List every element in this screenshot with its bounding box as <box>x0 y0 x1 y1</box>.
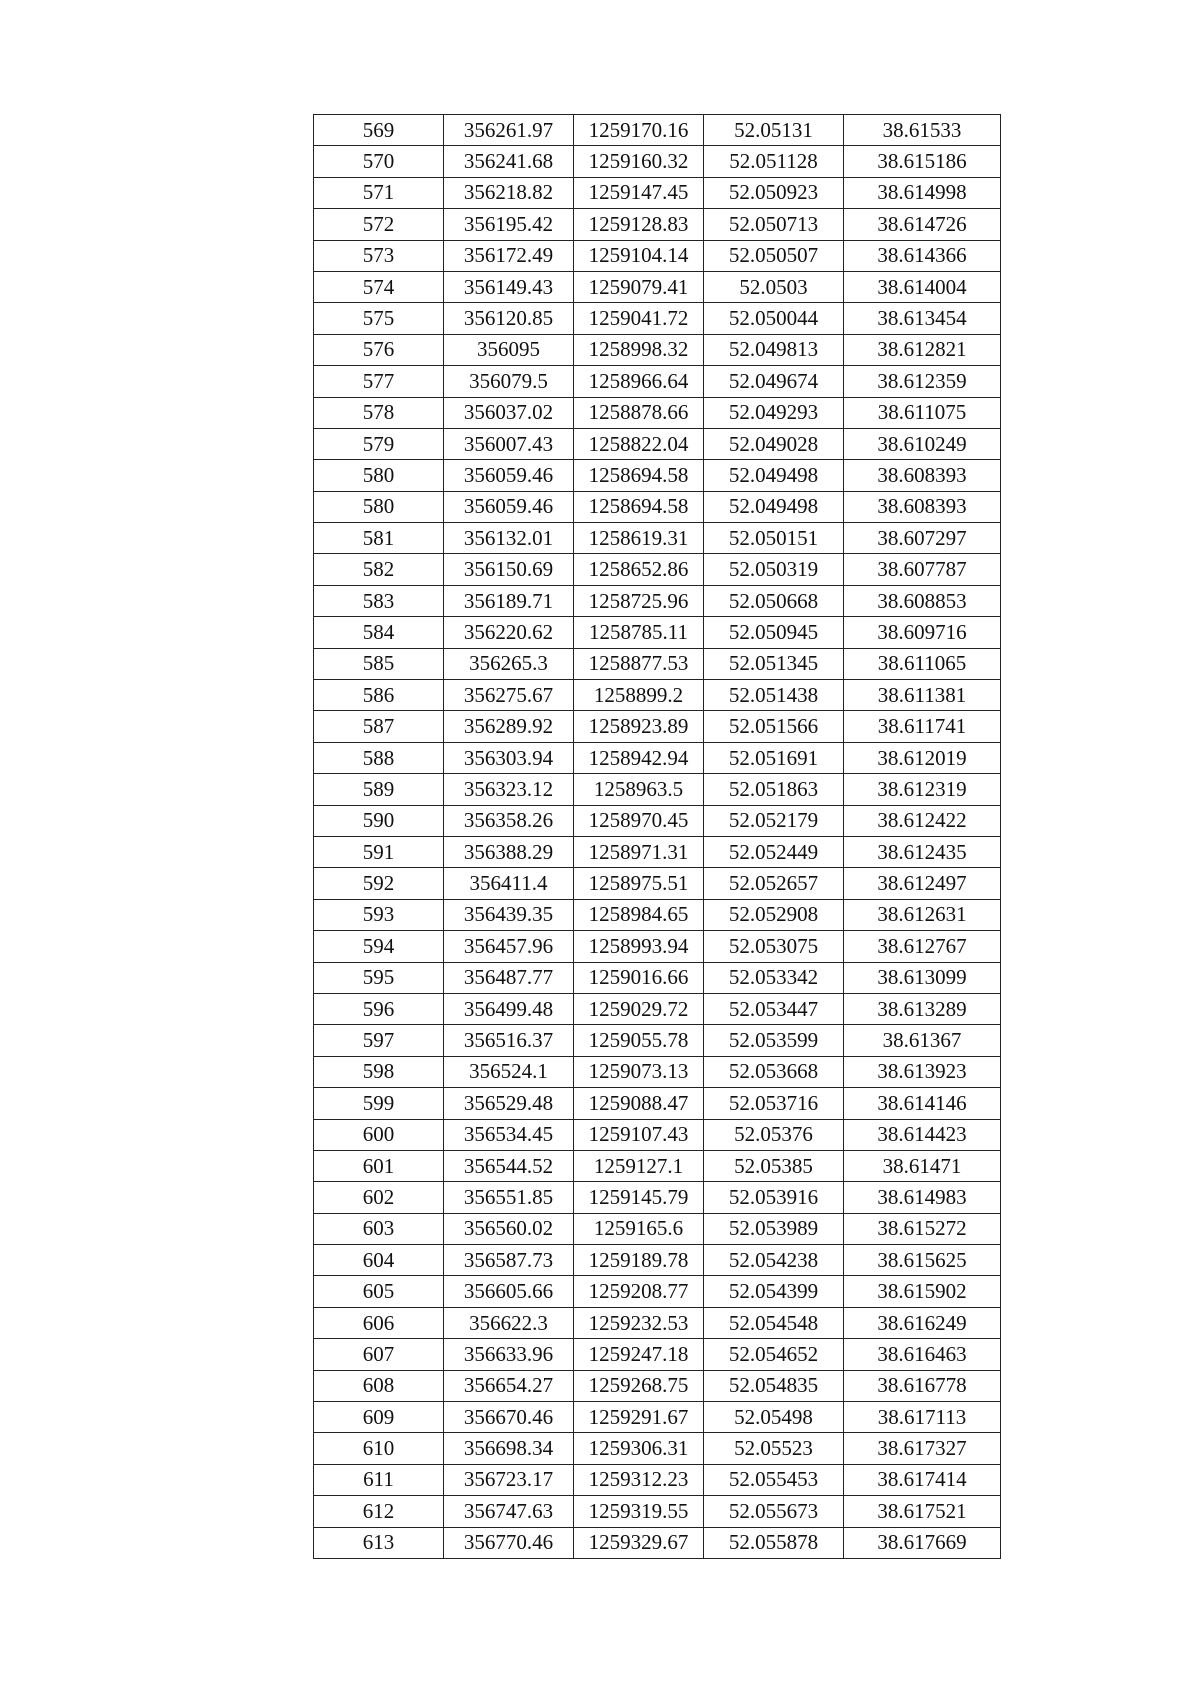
latitude-cell: 38.614983 <box>844 1182 1001 1213</box>
longitude-cell: 52.049813 <box>704 334 844 365</box>
table-body <box>314 115 1001 1559</box>
table-row <box>314 899 1001 930</box>
longitude-cell: 52.051691 <box>704 742 844 773</box>
longitude-cell: 52.050044 <box>704 303 844 334</box>
latitude-cell: 38.613289 <box>844 993 1001 1024</box>
x-coordinate-cell: 356172.49 <box>444 240 574 271</box>
point-number-cell: 574 <box>314 271 444 302</box>
y-coordinate-cell: 1259128.83 <box>574 209 704 240</box>
y-coordinate-cell: 1259104.14 <box>574 240 704 271</box>
longitude-cell: 52.054652 <box>704 1339 844 1370</box>
latitude-cell: 38.61367 <box>844 1025 1001 1056</box>
latitude-cell: 38.611741 <box>844 711 1001 742</box>
x-coordinate-cell: 356095 <box>444 334 574 365</box>
x-coordinate-cell: 356487.77 <box>444 962 574 993</box>
point-number-cell: 584 <box>314 617 444 648</box>
point-number-cell: 583 <box>314 585 444 616</box>
point-number-cell: 572 <box>314 209 444 240</box>
table-row <box>314 1088 1001 1119</box>
point-number-cell: 591 <box>314 836 444 867</box>
x-coordinate-cell: 356358.26 <box>444 805 574 836</box>
y-coordinate-cell: 1259041.72 <box>574 303 704 334</box>
longitude-cell: 52.05376 <box>704 1119 844 1150</box>
y-coordinate-cell: 1258942.94 <box>574 742 704 773</box>
x-coordinate-cell: 356149.43 <box>444 271 574 302</box>
y-coordinate-cell: 1259145.79 <box>574 1182 704 1213</box>
latitude-cell: 38.613923 <box>844 1056 1001 1087</box>
latitude-cell: 38.614423 <box>844 1119 1001 1150</box>
point-number-cell: 598 <box>314 1056 444 1087</box>
point-number-cell: 596 <box>314 993 444 1024</box>
point-number-cell: 611 <box>314 1464 444 1495</box>
latitude-cell: 38.613099 <box>844 962 1001 993</box>
point-number-cell: 573 <box>314 240 444 271</box>
latitude-cell: 38.614998 <box>844 177 1001 208</box>
latitude-cell: 38.615186 <box>844 146 1001 177</box>
y-coordinate-cell: 1259055.78 <box>574 1025 704 1056</box>
x-coordinate-cell: 356747.63 <box>444 1496 574 1527</box>
latitude-cell: 38.612631 <box>844 899 1001 930</box>
y-coordinate-cell: 1259306.31 <box>574 1433 704 1464</box>
x-coordinate-cell: 356457.96 <box>444 931 574 962</box>
y-coordinate-cell: 1258822.04 <box>574 428 704 459</box>
point-number-cell: 604 <box>314 1245 444 1276</box>
longitude-cell: 52.050668 <box>704 585 844 616</box>
x-coordinate-cell: 356132.01 <box>444 523 574 554</box>
x-coordinate-cell: 356120.85 <box>444 303 574 334</box>
latitude-cell: 38.612359 <box>844 366 1001 397</box>
longitude-cell: 52.052657 <box>704 868 844 899</box>
point-number-cell: 587 <box>314 711 444 742</box>
x-coordinate-cell: 356241.68 <box>444 146 574 177</box>
latitude-cell: 38.614366 <box>844 240 1001 271</box>
y-coordinate-cell: 1258694.58 <box>574 491 704 522</box>
point-number-cell: 607 <box>314 1339 444 1370</box>
y-coordinate-cell: 1258877.53 <box>574 648 704 679</box>
table-row <box>314 397 1001 428</box>
table-row <box>314 115 1001 146</box>
y-coordinate-cell: 1259147.45 <box>574 177 704 208</box>
y-coordinate-cell: 1259232.53 <box>574 1307 704 1338</box>
y-coordinate-cell: 1259107.43 <box>574 1119 704 1150</box>
x-coordinate-cell: 356670.46 <box>444 1402 574 1433</box>
latitude-cell: 38.612319 <box>844 774 1001 805</box>
longitude-cell: 52.053989 <box>704 1213 844 1244</box>
latitude-cell: 38.611381 <box>844 680 1001 711</box>
point-number-cell: 571 <box>314 177 444 208</box>
latitude-cell: 38.615902 <box>844 1276 1001 1307</box>
y-coordinate-cell: 1258970.45 <box>574 805 704 836</box>
latitude-cell: 38.617327 <box>844 1433 1001 1464</box>
table-row <box>314 680 1001 711</box>
longitude-cell: 52.052449 <box>704 836 844 867</box>
table-row <box>314 1245 1001 1276</box>
y-coordinate-cell: 1259165.6 <box>574 1213 704 1244</box>
point-number-cell: 590 <box>314 805 444 836</box>
table-row <box>314 1402 1001 1433</box>
longitude-cell: 52.049498 <box>704 460 844 491</box>
longitude-cell: 52.054548 <box>704 1307 844 1338</box>
table-row <box>314 993 1001 1024</box>
longitude-cell: 52.055673 <box>704 1496 844 1527</box>
latitude-cell: 38.616463 <box>844 1339 1001 1370</box>
x-coordinate-cell: 356059.46 <box>444 460 574 491</box>
latitude-cell: 38.607297 <box>844 523 1001 554</box>
point-number-cell: 585 <box>314 648 444 679</box>
longitude-cell: 52.055878 <box>704 1527 844 1558</box>
table-row <box>314 146 1001 177</box>
y-coordinate-cell: 1259319.55 <box>574 1496 704 1527</box>
latitude-cell: 38.61471 <box>844 1150 1001 1181</box>
latitude-cell: 38.612767 <box>844 931 1001 962</box>
table-row <box>314 585 1001 616</box>
y-coordinate-cell: 1258966.64 <box>574 366 704 397</box>
latitude-cell: 38.608393 <box>844 491 1001 522</box>
coordinate-table <box>313 114 1001 1559</box>
table-row <box>314 711 1001 742</box>
y-coordinate-cell: 1258694.58 <box>574 460 704 491</box>
x-coordinate-cell: 356499.48 <box>444 993 574 1024</box>
y-coordinate-cell: 1258993.94 <box>574 931 704 962</box>
longitude-cell: 52.051128 <box>704 146 844 177</box>
longitude-cell: 52.05498 <box>704 1402 844 1433</box>
point-number-cell: 603 <box>314 1213 444 1244</box>
longitude-cell: 52.051438 <box>704 680 844 711</box>
x-coordinate-cell: 356544.52 <box>444 1150 574 1181</box>
point-number-cell: 575 <box>314 303 444 334</box>
longitude-cell: 52.053716 <box>704 1088 844 1119</box>
point-number-cell: 606 <box>314 1307 444 1338</box>
longitude-cell: 52.054399 <box>704 1276 844 1307</box>
longitude-cell: 52.049293 <box>704 397 844 428</box>
point-number-cell: 605 <box>314 1276 444 1307</box>
x-coordinate-cell: 356323.12 <box>444 774 574 805</box>
y-coordinate-cell: 1258971.31 <box>574 836 704 867</box>
table-row <box>314 209 1001 240</box>
latitude-cell: 38.614004 <box>844 271 1001 302</box>
latitude-cell: 38.615272 <box>844 1213 1001 1244</box>
point-number-cell: 610 <box>314 1433 444 1464</box>
y-coordinate-cell: 1258652.86 <box>574 554 704 585</box>
point-number-cell: 592 <box>314 868 444 899</box>
table-row <box>314 1464 1001 1495</box>
longitude-cell: 52.050507 <box>704 240 844 271</box>
y-coordinate-cell: 1259208.77 <box>574 1276 704 1307</box>
table-row <box>314 240 1001 271</box>
latitude-cell: 38.616249 <box>844 1307 1001 1338</box>
x-coordinate-cell: 356439.35 <box>444 899 574 930</box>
point-number-cell: 595 <box>314 962 444 993</box>
point-number-cell: 578 <box>314 397 444 428</box>
table-row <box>314 177 1001 208</box>
table-row <box>314 523 1001 554</box>
latitude-cell: 38.617669 <box>844 1527 1001 1558</box>
table-row <box>314 774 1001 805</box>
table-row <box>314 271 1001 302</box>
x-coordinate-cell: 356007.43 <box>444 428 574 459</box>
x-coordinate-cell: 356605.66 <box>444 1276 574 1307</box>
x-coordinate-cell: 356189.71 <box>444 585 574 616</box>
x-coordinate-cell: 356303.94 <box>444 742 574 773</box>
y-coordinate-cell: 1259088.47 <box>574 1088 704 1119</box>
y-coordinate-cell: 1258878.66 <box>574 397 704 428</box>
x-coordinate-cell: 356079.5 <box>444 366 574 397</box>
y-coordinate-cell: 1259268.75 <box>574 1370 704 1401</box>
table-row <box>314 617 1001 648</box>
x-coordinate-cell: 356516.37 <box>444 1025 574 1056</box>
table-row <box>314 491 1001 522</box>
y-coordinate-cell: 1259329.67 <box>574 1527 704 1558</box>
point-number-cell: 594 <box>314 931 444 962</box>
table-row <box>314 1276 1001 1307</box>
point-number-cell: 570 <box>314 146 444 177</box>
latitude-cell: 38.608853 <box>844 585 1001 616</box>
longitude-cell: 52.053447 <box>704 993 844 1024</box>
x-coordinate-cell: 356524.1 <box>444 1056 574 1087</box>
longitude-cell: 52.050945 <box>704 617 844 648</box>
y-coordinate-cell: 1258975.51 <box>574 868 704 899</box>
point-number-cell: 612 <box>314 1496 444 1527</box>
longitude-cell: 52.050923 <box>704 177 844 208</box>
table-row <box>314 1339 1001 1370</box>
x-coordinate-cell: 356529.48 <box>444 1088 574 1119</box>
point-number-cell: 582 <box>314 554 444 585</box>
longitude-cell: 52.053668 <box>704 1056 844 1087</box>
table-row <box>314 1182 1001 1213</box>
latitude-cell: 38.608393 <box>844 460 1001 491</box>
latitude-cell: 38.610249 <box>844 428 1001 459</box>
x-coordinate-cell: 356037.02 <box>444 397 574 428</box>
point-number-cell: 613 <box>314 1527 444 1558</box>
y-coordinate-cell: 1259312.23 <box>574 1464 704 1495</box>
longitude-cell: 52.053599 <box>704 1025 844 1056</box>
y-coordinate-cell: 1258899.2 <box>574 680 704 711</box>
x-coordinate-cell: 356150.69 <box>444 554 574 585</box>
point-number-cell: 580 <box>314 460 444 491</box>
point-number-cell: 599 <box>314 1088 444 1119</box>
y-coordinate-cell: 1258923.89 <box>574 711 704 742</box>
y-coordinate-cell: 1258785.11 <box>574 617 704 648</box>
table-row <box>314 742 1001 773</box>
longitude-cell: 52.053342 <box>704 962 844 993</box>
x-coordinate-cell: 356220.62 <box>444 617 574 648</box>
table-row <box>314 805 1001 836</box>
x-coordinate-cell: 356289.92 <box>444 711 574 742</box>
table-row <box>314 1056 1001 1087</box>
longitude-cell: 52.05385 <box>704 1150 844 1181</box>
table-row <box>314 428 1001 459</box>
longitude-cell: 52.053916 <box>704 1182 844 1213</box>
table-row <box>314 1496 1001 1527</box>
x-coordinate-cell: 356388.29 <box>444 836 574 867</box>
table-row <box>314 1433 1001 1464</box>
point-number-cell: 576 <box>314 334 444 365</box>
point-number-cell: 593 <box>314 899 444 930</box>
longitude-cell: 52.049498 <box>704 491 844 522</box>
y-coordinate-cell: 1259016.66 <box>574 962 704 993</box>
point-number-cell: 569 <box>314 115 444 146</box>
x-coordinate-cell: 356261.97 <box>444 115 574 146</box>
point-number-cell: 586 <box>314 680 444 711</box>
x-coordinate-cell: 356633.96 <box>444 1339 574 1370</box>
y-coordinate-cell: 1258725.96 <box>574 585 704 616</box>
latitude-cell: 38.611075 <box>844 397 1001 428</box>
y-coordinate-cell: 1259160.32 <box>574 146 704 177</box>
longitude-cell: 52.049674 <box>704 366 844 397</box>
longitude-cell: 52.054238 <box>704 1245 844 1276</box>
latitude-cell: 38.61533 <box>844 115 1001 146</box>
table-row <box>314 868 1001 899</box>
longitude-cell: 52.051566 <box>704 711 844 742</box>
x-coordinate-cell: 356265.3 <box>444 648 574 679</box>
latitude-cell: 38.617521 <box>844 1496 1001 1527</box>
y-coordinate-cell: 1259189.78 <box>574 1245 704 1276</box>
latitude-cell: 38.614726 <box>844 209 1001 240</box>
table-row <box>314 962 1001 993</box>
y-coordinate-cell: 1259079.41 <box>574 271 704 302</box>
y-coordinate-cell: 1259247.18 <box>574 1339 704 1370</box>
y-coordinate-cell: 1259291.67 <box>574 1402 704 1433</box>
table-row <box>314 648 1001 679</box>
longitude-cell: 52.05523 <box>704 1433 844 1464</box>
longitude-cell: 52.050713 <box>704 209 844 240</box>
point-number-cell: 597 <box>314 1025 444 1056</box>
latitude-cell: 38.613454 <box>844 303 1001 334</box>
longitude-cell: 52.049028 <box>704 428 844 459</box>
point-number-cell: 601 <box>314 1150 444 1181</box>
longitude-cell: 52.053075 <box>704 931 844 962</box>
latitude-cell: 38.617113 <box>844 1402 1001 1433</box>
y-coordinate-cell: 1259073.13 <box>574 1056 704 1087</box>
latitude-cell: 38.614146 <box>844 1088 1001 1119</box>
latitude-cell: 38.615625 <box>844 1245 1001 1276</box>
latitude-cell: 38.612019 <box>844 742 1001 773</box>
longitude-cell: 52.050151 <box>704 523 844 554</box>
x-coordinate-cell: 356723.17 <box>444 1464 574 1495</box>
table-row <box>314 1119 1001 1150</box>
table-row <box>314 1370 1001 1401</box>
table-row <box>314 303 1001 334</box>
latitude-cell: 38.612435 <box>844 836 1001 867</box>
point-number-cell: 588 <box>314 742 444 773</box>
x-coordinate-cell: 356560.02 <box>444 1213 574 1244</box>
x-coordinate-cell: 356059.46 <box>444 491 574 522</box>
table-row <box>314 1307 1001 1338</box>
table-row <box>314 460 1001 491</box>
x-coordinate-cell: 356622.3 <box>444 1307 574 1338</box>
longitude-cell: 52.052179 <box>704 805 844 836</box>
latitude-cell: 38.616778 <box>844 1370 1001 1401</box>
y-coordinate-cell: 1259170.16 <box>574 115 704 146</box>
table-row <box>314 1213 1001 1244</box>
point-number-cell: 600 <box>314 1119 444 1150</box>
longitude-cell: 52.05131 <box>704 115 844 146</box>
latitude-cell: 38.607787 <box>844 554 1001 585</box>
point-number-cell: 580 <box>314 491 444 522</box>
y-coordinate-cell: 1258963.5 <box>574 774 704 805</box>
latitude-cell: 38.611065 <box>844 648 1001 679</box>
latitude-cell: 38.609716 <box>844 617 1001 648</box>
point-number-cell: 577 <box>314 366 444 397</box>
y-coordinate-cell: 1258619.31 <box>574 523 704 554</box>
point-number-cell: 602 <box>314 1182 444 1213</box>
latitude-cell: 38.617414 <box>844 1464 1001 1495</box>
point-number-cell: 579 <box>314 428 444 459</box>
x-coordinate-cell: 356411.4 <box>444 868 574 899</box>
x-coordinate-cell: 356218.82 <box>444 177 574 208</box>
table-row <box>314 1527 1001 1558</box>
latitude-cell: 38.612821 <box>844 334 1001 365</box>
table-row <box>314 1025 1001 1056</box>
y-coordinate-cell: 1258984.65 <box>574 899 704 930</box>
x-coordinate-cell: 356551.85 <box>444 1182 574 1213</box>
x-coordinate-cell: 356770.46 <box>444 1527 574 1558</box>
longitude-cell: 52.050319 <box>704 554 844 585</box>
y-coordinate-cell: 1258998.32 <box>574 334 704 365</box>
y-coordinate-cell: 1259127.1 <box>574 1150 704 1181</box>
longitude-cell: 52.0503 <box>704 271 844 302</box>
point-number-cell: 609 <box>314 1402 444 1433</box>
longitude-cell: 52.051863 <box>704 774 844 805</box>
table-row <box>314 1150 1001 1181</box>
table-row <box>314 554 1001 585</box>
x-coordinate-cell: 356275.67 <box>444 680 574 711</box>
point-number-cell: 581 <box>314 523 444 554</box>
x-coordinate-cell: 356587.73 <box>444 1245 574 1276</box>
table-row <box>314 334 1001 365</box>
point-number-cell: 589 <box>314 774 444 805</box>
point-number-cell: 608 <box>314 1370 444 1401</box>
x-coordinate-cell: 356534.45 <box>444 1119 574 1150</box>
longitude-cell: 52.055453 <box>704 1464 844 1495</box>
x-coordinate-cell: 356654.27 <box>444 1370 574 1401</box>
table-row <box>314 836 1001 867</box>
longitude-cell: 52.051345 <box>704 648 844 679</box>
latitude-cell: 38.612497 <box>844 868 1001 899</box>
latitude-cell: 38.612422 <box>844 805 1001 836</box>
table-row <box>314 931 1001 962</box>
longitude-cell: 52.052908 <box>704 899 844 930</box>
table-row <box>314 366 1001 397</box>
y-coordinate-cell: 1259029.72 <box>574 993 704 1024</box>
x-coordinate-cell: 356195.42 <box>444 209 574 240</box>
x-coordinate-cell: 356698.34 <box>444 1433 574 1464</box>
longitude-cell: 52.054835 <box>704 1370 844 1401</box>
